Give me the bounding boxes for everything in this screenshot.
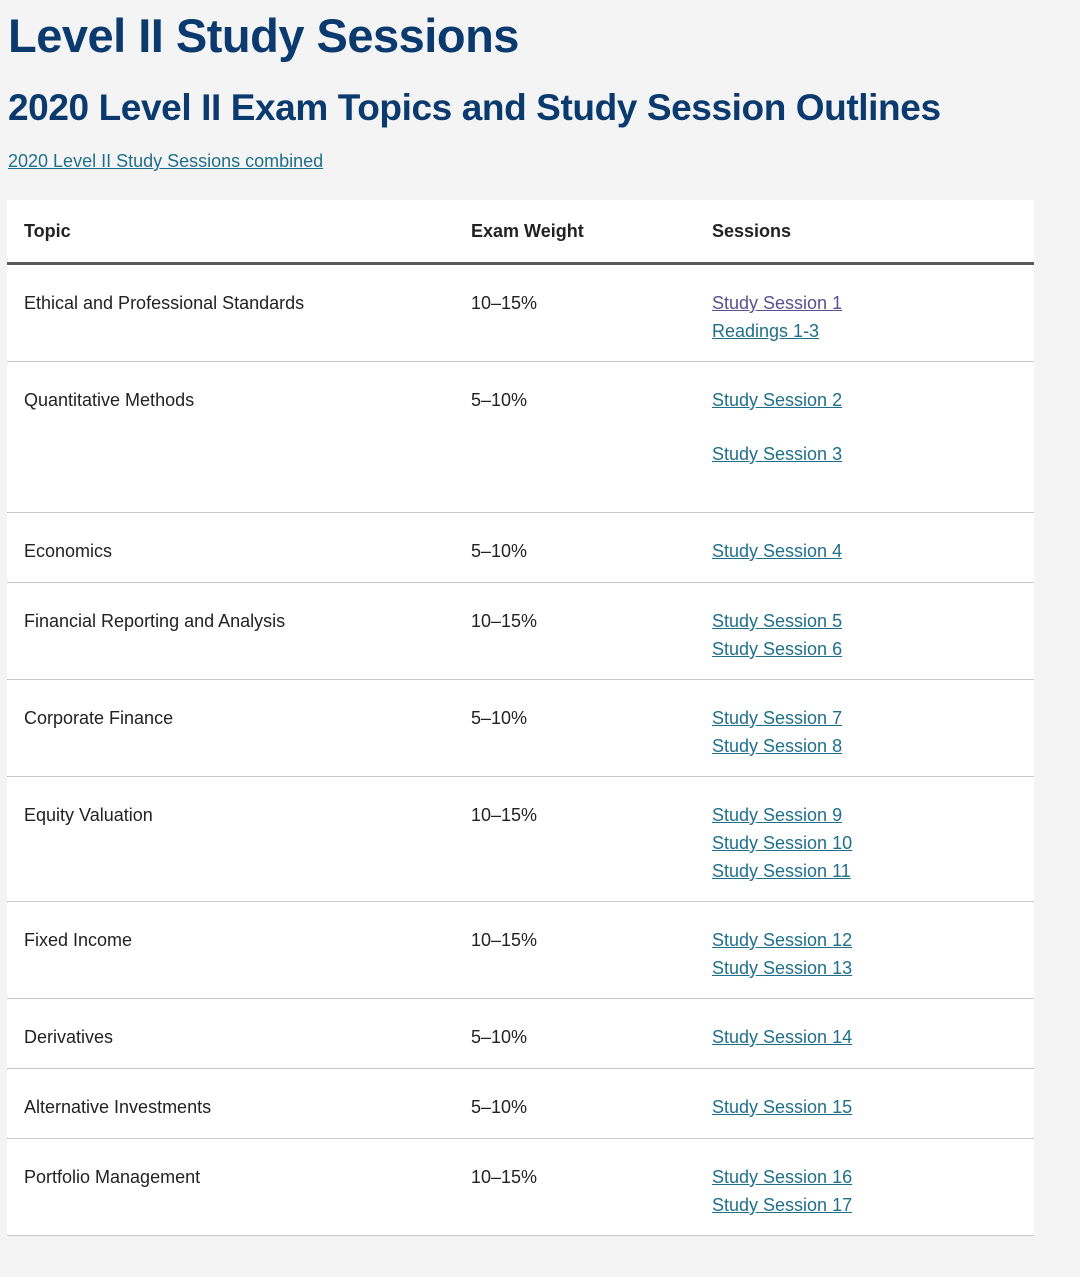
- topic-cell: Derivatives: [24, 1027, 114, 1047]
- sessions-cell: [712, 1023, 852, 1051]
- table-row: [7, 362, 1034, 513]
- session-link[interactable]: Study Session 15: [712, 1097, 853, 1117]
- table-row: [7, 1069, 1034, 1139]
- session-link[interactable]: Study Session 6: [712, 639, 843, 659]
- topic-cell: Corporate Finance: [24, 708, 174, 728]
- weight-cell: 10–15%: [471, 1167, 538, 1187]
- session-link[interactable]: Study Session 16: [712, 1167, 853, 1187]
- sessions-cell: [712, 926, 852, 982]
- session-link[interactable]: Study Session 3: [712, 444, 843, 464]
- weight-cell: 10–15%: [471, 293, 538, 313]
- weight-cell: 5–10%: [471, 708, 528, 728]
- table-row: [7, 999, 1034, 1069]
- session-link[interactable]: Study Session 11: [712, 861, 851, 881]
- topic-cell: Quantitative Methods: [24, 390, 195, 410]
- session-link[interactable]: Study Session 14: [712, 1027, 853, 1047]
- sessions-cell: [712, 1093, 852, 1121]
- table-header: [7, 200, 1034, 265]
- weight-cell: 5–10%: [471, 541, 528, 561]
- sessions-cell: [712, 607, 842, 663]
- table-row: [7, 680, 1034, 777]
- page-title: Level II Study Sessions: [8, 9, 519, 62]
- session-link[interactable]: Study Session 12: [712, 930, 853, 950]
- weight-cell: 5–10%: [471, 390, 528, 410]
- sessions-cell: [712, 801, 852, 885]
- sessions-cell: [712, 386, 842, 468]
- sessions-cell: [712, 537, 842, 565]
- table-row: [7, 265, 1034, 362]
- sessions-cell: [712, 1163, 852, 1219]
- topic-cell: Fixed Income: [24, 930, 133, 950]
- sessions-cell: [712, 704, 842, 760]
- table-row: [7, 1139, 1034, 1236]
- session-link[interactable]: Study Session 13: [712, 958, 853, 978]
- session-link[interactable]: Study Session 9: [712, 805, 843, 825]
- session-link[interactable]: Study Session 7: [712, 708, 843, 728]
- weight-cell: 5–10%: [471, 1027, 528, 1047]
- session-link[interactable]: Readings 1-3: [712, 321, 820, 341]
- table-row: [7, 513, 1034, 583]
- table-row: [7, 583, 1034, 680]
- weight-cell: 10–15%: [471, 930, 538, 950]
- session-link[interactable]: Study Session 8: [712, 736, 843, 756]
- header-topic: Topic: [24, 221, 71, 241]
- session-link[interactable]: Study Session 17: [712, 1195, 853, 1215]
- header-exam-weight: Exam Weight: [471, 221, 584, 241]
- sessions-cell: [712, 289, 842, 345]
- table-row: [7, 902, 1034, 999]
- session-link[interactable]: Study Session 5: [712, 611, 843, 631]
- session-link[interactable]: Study Session 2: [712, 390, 843, 410]
- weight-cell: 5–10%: [471, 1097, 528, 1117]
- session-link[interactable]: Study Session 10: [712, 833, 853, 853]
- page-subtitle: 2020 Level II Exam Topics and Study Session Outlines: [8, 87, 941, 128]
- topic-cell: Ethical and Professional Standards: [24, 293, 305, 313]
- topic-cell: Equity Valuation: [24, 805, 153, 825]
- weight-cell: 10–15%: [471, 805, 538, 825]
- session-link[interactable]: Study Session 1: [712, 293, 843, 313]
- session-link[interactable]: Study Session 4: [712, 541, 843, 561]
- header-sessions: Sessions: [712, 221, 792, 241]
- topics-table: [7, 200, 1034, 1236]
- weight-cell: 10–15%: [471, 611, 538, 631]
- topic-cell: Portfolio Management: [24, 1167, 201, 1187]
- table-row: [7, 777, 1034, 902]
- topic-cell: Economics: [24, 541, 113, 561]
- topic-cell: Alternative Investments: [24, 1097, 212, 1117]
- combined-sessions-link[interactable]: 2020 Level II Study Sessions combined: [8, 151, 324, 171]
- topic-cell: Financial Reporting and Analysis: [24, 611, 286, 631]
